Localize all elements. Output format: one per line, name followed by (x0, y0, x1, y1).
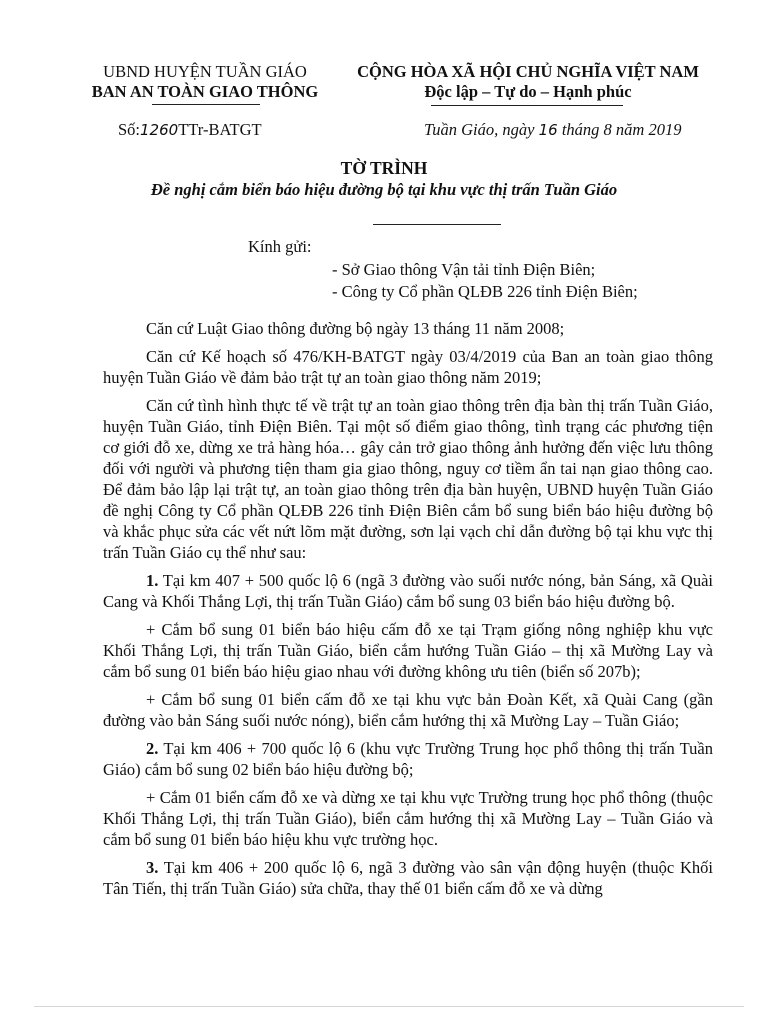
body-paragraph-legal-basis-2: Căn cứ Kế hoạch số 476/KH-BATGT ngày 03/4/2019 của Ban an toàn giao thông huyện Tuần Giáo về đảm bảo trật tự an toàn giao thông năm 2019; (103, 347, 713, 387)
national-title (328, 62, 728, 102)
body-paragraph-situation: Căn cứ tình hình thực tế về trật tự an toàn giao thông trên địa bàn thị trấn Tuần Giáo, huyện Tuần Giáo, tỉnh Điện Biên. Tại một số điểm giao thông, tình trạng các phương tiện cơ giới đỗ xe, dừng xe trả hàng hóa… gây cản trở giao thông ảnh hưởng đến việc lưu thông đối với người và phương tiện tham gia giao thông, nguy cơ tiềm ẩn tai nạn giao thông cao. Để đảm bảo lập lại trật tự, an toàn giao thông trên địa bàn huyện, UBND huyện Tuần Giáo đề nghị Công ty Cổ phần QLĐB 226 tỉnh Điện Biên cắm bổ sung biển báo hiệu đường bộ và khắc phục sửa các vết nứt lõm mặt đường, sơn lại vạch chỉ dẫn đường bộ tại khu vực thị trấn Tuần Giáo cụ thể như sau: (103, 396, 713, 562)
document-number (118, 120, 262, 140)
recipient-1: - Sở Giao thông Vận tải tỉnh Điện Biên; (332, 260, 596, 279)
document-title: TỜ TRÌNH (340, 158, 428, 178)
recipients-label: Kính gửi: (248, 237, 312, 256)
date-day-handwritten: 16 (538, 121, 558, 139)
national-motto: Độc lập – Tự do – Hạnh phúc (424, 82, 632, 101)
item-2-text: Tại km 406 + 700 quốc lộ 6 (khu vực Trường Trung học phổ thông thị trấn Tuần Giáo) cắm bổ sung 02 biển báo hiệu đường bộ; (103, 739, 713, 779)
body-paragraph-legal-basis-1: Căn cứ Luật Giao thông đường bộ ngày 13 tháng 11 năm 2008; (146, 319, 565, 338)
body-item-1a: + Cắm bổ sung 01 biển báo hiệu cấm đỗ xe tại Trạm giống nông nghiệp khu vực Khối Thắng Lợi, thị trấn Tuần Giáo, biển cắm hướng Tuần Giáo – thị xã Mường Lay và cắm bổ sung 01 biển báo hiệu giao nhau với đường không ưu tiên (biển số 207b); (103, 620, 713, 681)
body-item-1 (103, 570, 713, 612)
body-item-2a: + Cắm 01 biển cấm đỗ xe và dừng xe tại khu vực Trường trung học phổ thông (thuộc Khối Thắng Lợi, thị trấn Tuần Giáo), biển cắm hướng thị xã Mường Lay – Tuần Giáo và cắm bổ sung 01 biển báo hiệu khu vực trường học. (103, 788, 713, 849)
authority-line-1: UBND HUYỆN TUẦN GIÁO (103, 62, 307, 81)
doc-number-suffix: TTr-BATGT (178, 120, 262, 139)
item-3-number: 3. (146, 858, 159, 877)
date-prefix: Tuần Giáo, ngày (424, 120, 535, 139)
document-subtitle: Đề nghị cắm biển báo hiệu đường bộ tại khu vực thị trấn Tuần Giáo (150, 180, 618, 199)
item-1-text: Tại km 407 + 500 quốc lộ 6 (ngã 3 đường vào suối nước nóng, bản Sáng, xã Quài Cang và Khối Thắng Lợi, thị trấn Tuần Giáo) cắm bổ sung 03 biển báo hiệu đường bộ. (103, 571, 713, 611)
doc-number-handwritten: 1260 (140, 121, 179, 139)
body-item-2 (103, 738, 713, 780)
title-rule (373, 224, 501, 225)
item-3-text: Tại km 406 + 200 quốc lộ 6, ngã 3 đường vào sân vận động huyện (thuộc Khối Tân Tiến, thị trấn Tuần Giáo) sửa chữa, thay thế 01 biển cấm đỗ xe và dừng (103, 858, 713, 898)
date-suffix: tháng 8 năm 2019 (561, 120, 682, 139)
right-header-rule (431, 105, 623, 106)
doc-number-prefix: Số: (118, 120, 141, 139)
issuing-authority (70, 62, 340, 102)
body-item-3 (103, 857, 713, 899)
body-item-1b: + Cắm bổ sung 01 biển cấm đỗ xe tại khu vực bản Đoàn Kết, xã Quài Cang (gần đường vào bản Sáng suối nước nóng), biển cắm hướng thị xã Mường Lay – Tuần Giáo; (103, 690, 713, 730)
document-body (103, 318, 713, 905)
item-1-number: 1. (146, 571, 159, 590)
place-and-date (424, 120, 681, 140)
recipient-2: - Công ty Cổ phần QLĐB 226 tỉnh Điện Biên; (332, 282, 638, 301)
scan-edge-line (34, 1006, 744, 1007)
national-title-line-1: CỘNG HÒA XÃ HỘI CHỦ NGHĨA VIỆT NAM (357, 62, 699, 81)
authority-line-2: BAN AN TOÀN GIAO THÔNG (91, 82, 319, 101)
item-2-number: 2. (146, 739, 159, 758)
left-header-rule (152, 104, 260, 105)
